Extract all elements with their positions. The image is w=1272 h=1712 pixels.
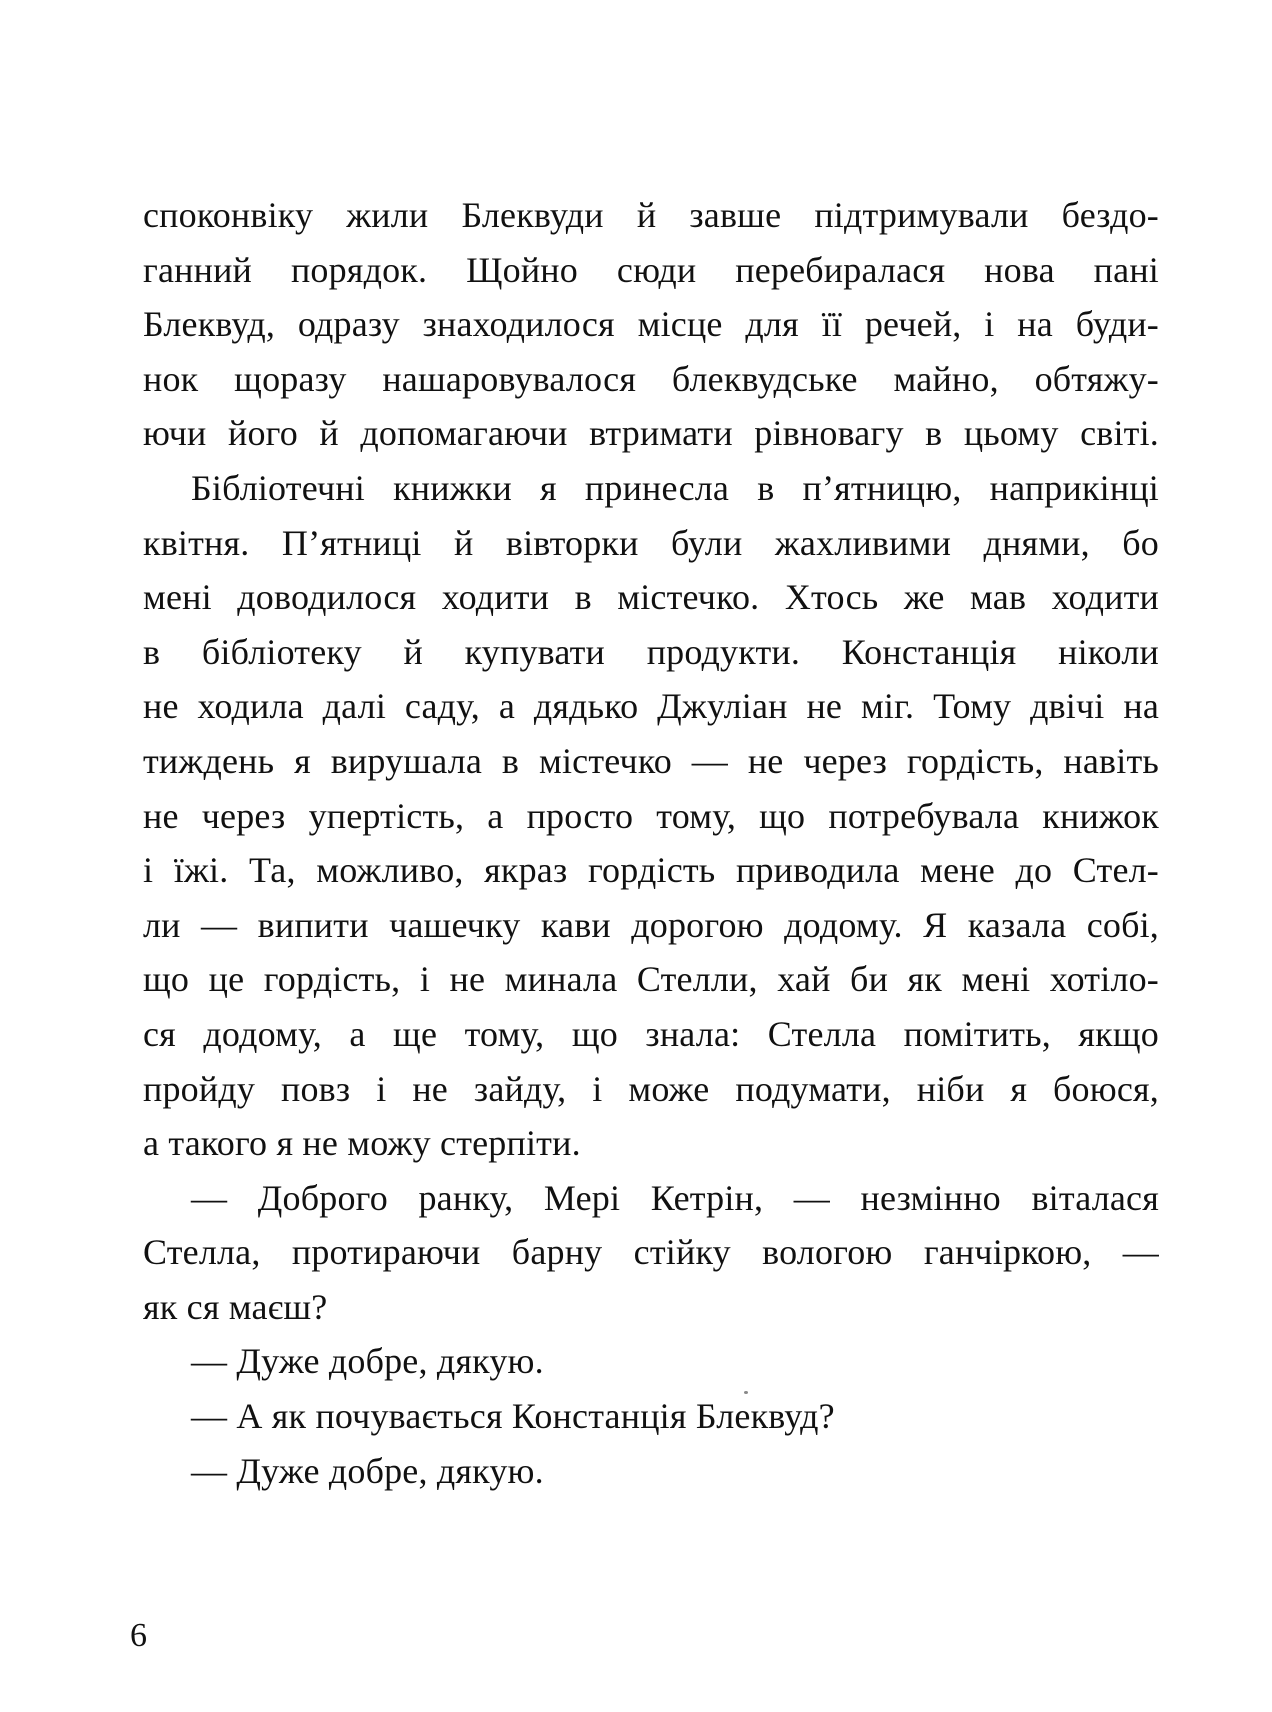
text-line: мені доводилося ходити в містечко. Хтось же мав ходити: [143, 577, 1159, 618]
text-line: в бібліотеку й купувати продукти. Констанція ніколи: [143, 631, 1159, 672]
page-number: 6: [130, 1617, 147, 1654]
text-line: ганний порядок. Щойно сюди перебиралася нова пані: [143, 249, 1159, 290]
text-line: пройду повз і не зайду, і може подумати, ніби я боюся,: [143, 1068, 1159, 1109]
text-line: ся додому, а ще тому, що знала: Стелла помітить, якщо: [143, 1013, 1159, 1054]
text-line: ли — випити чашечку кави дорогою додому. Я казала собі,: [143, 904, 1159, 945]
text-line: і їжі. Та, можливо, якраз гордість приводила мене до Стел-: [143, 850, 1159, 891]
text-line: нок щоразу нашаровувалося блеквудське майно, обтяжу-: [143, 358, 1159, 399]
text-line: Блеквуд, одразу знаходилося місце для її речей, і на буди-: [143, 304, 1159, 345]
text-line: тиждень я вирушала в містечко — не через гордість, навіть: [143, 740, 1159, 781]
text-line: ючи його й допомагаючи втримати рівновагу в цьому світі.: [143, 413, 1159, 454]
dialogue-line: — Доброго ранку, Мері Кетрін, — незмінно віталася: [191, 1177, 1159, 1218]
text-line: не ходила далі саду, а дядько Джуліан не міг. Тому двічі на: [143, 686, 1159, 727]
dialogue-line: як ся маєш?: [143, 1286, 328, 1327]
dialogue-line: — Дуже добре, дякую.: [191, 1341, 544, 1382]
text-line: квітня. П’ятниці й вівторки були жахливими днями, бо: [143, 522, 1159, 563]
text-line-paragraph-start: Бібліотечні книжки я принесла в п’ятницю, наприкінці: [191, 467, 1159, 508]
scan-speck: [744, 1391, 748, 1394]
text-line: не через упертість, а просто тому, що потребувала книжок: [143, 795, 1159, 836]
text-line-paragraph-end: а такого я не можу стерпіти.: [143, 1123, 581, 1164]
text-line: споконвіку жили Блеквуди й завше підтримували бездо-: [143, 195, 1159, 235]
text-line: що це гордість, і не минала Стелли, хай би як мені хотіло-: [143, 959, 1159, 1000]
dialogue-line: — Дуже добре, дякую.: [191, 1450, 544, 1491]
body-text: [143, 188, 1159, 1498]
dialogue-line: — А як почувається Констанція Блеквуд?: [191, 1396, 835, 1437]
dialogue-line: Стелла, протираючи барну стійку вологою ганчіркою, —: [143, 1232, 1159, 1273]
